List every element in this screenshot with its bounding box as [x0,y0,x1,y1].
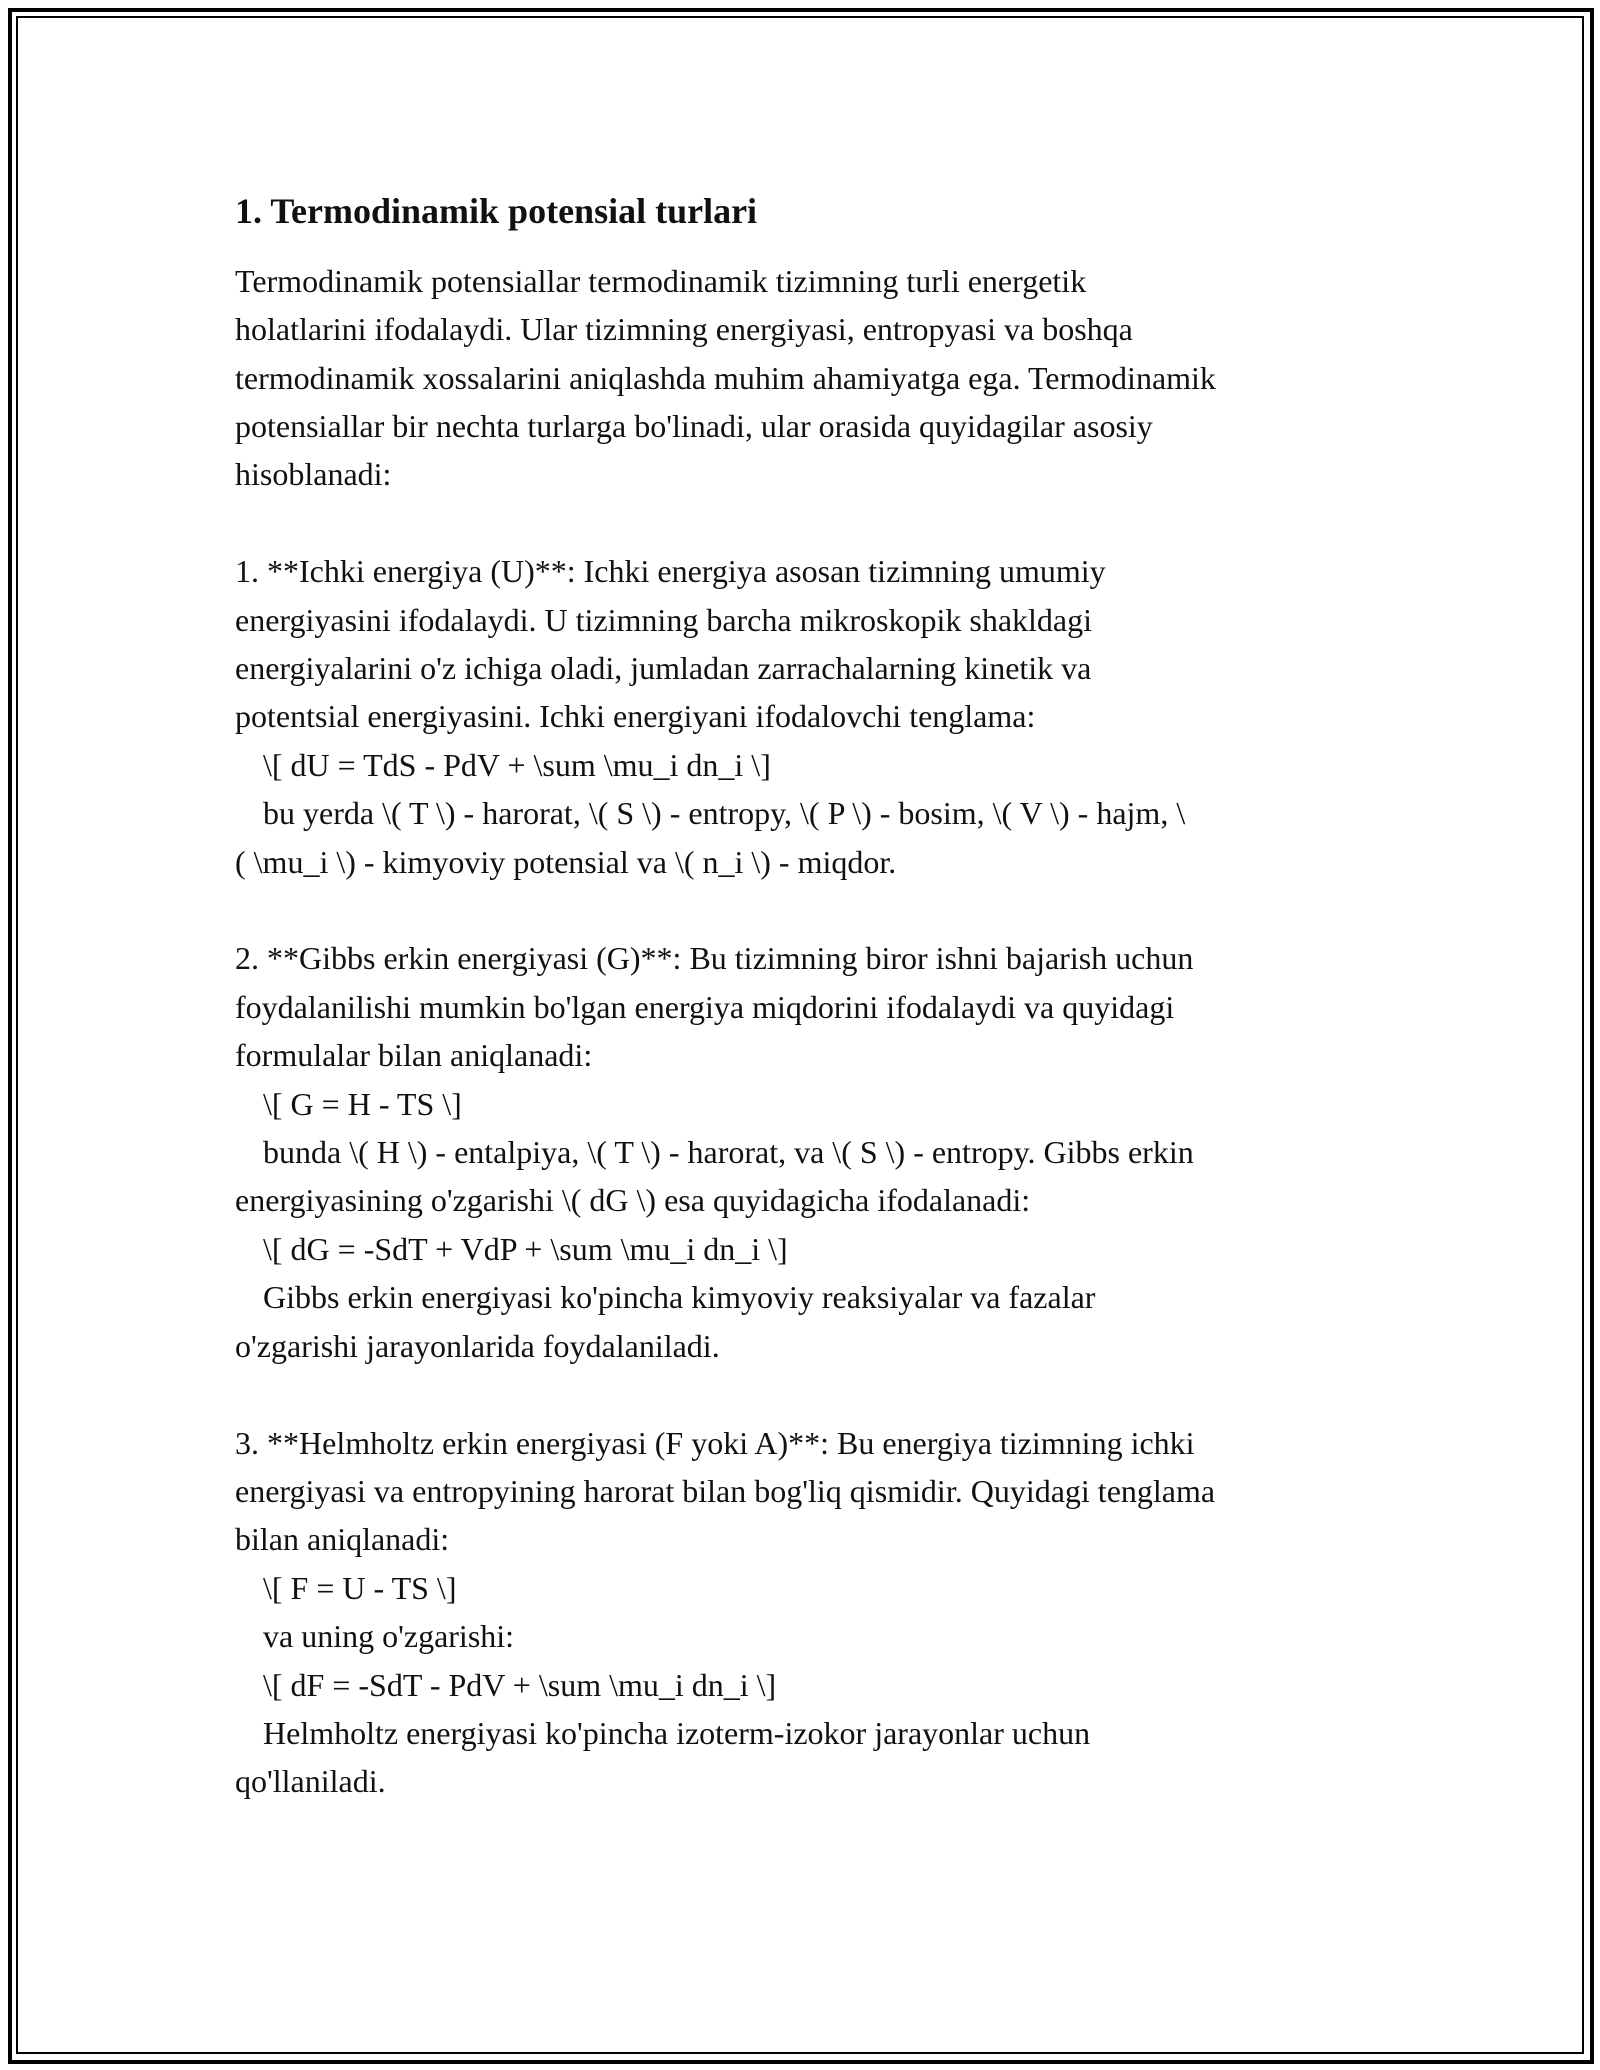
item-line: energiyalarini o'z ichiga oladi, jumladan zarrachalarning kinetik va [235,650,1092,687]
item-line: foydalanilishi mumkin bo'lgan energiya miqdorini ifodalaydi va quyidagi [235,988,1175,1025]
equation-line: \[ dF = -SdT - PdV + \sum \mu_i dn_i \] [263,1666,777,1703]
intro-line: termodinamik xossalarini aniqlashda muhim ahamiyatga ega. Termodinamik [235,359,1216,396]
paragraph-gap [235,499,1375,547]
item-line: ( \mu_i \) - kimyoviy potensial va \( n_i \) - miqdor. [235,843,897,880]
item-gibbs-energy [235,934,1375,1370]
paragraph-gap [235,1370,1375,1418]
item-line: energiyasi va entropyining harorat bilan bog'liq qismidir. Quyidagi tenglama [235,1472,1216,1509]
intro-paragraph [235,257,1375,499]
equation-line: \[ dG = -SdT + VdP + \sum \mu_i dn_i \] [263,1230,788,1267]
item-line: bu yerda \( T \) - harorat, \( S \) - entropy, \( P \) - bosim, \( V \) - hajm, \ [263,795,1186,832]
equation-line: \[ F = U - TS \] [263,1569,457,1606]
equation-line: \[ dU = TdS - PdV + \sum \mu_i dn_i \] [263,746,771,783]
item-line: bilan aniqlanadi: [235,1521,450,1558]
item-line: energiyasining o'zgarishi \( dG \) esa quyidagicha ifodalanadi: [235,1182,1031,1219]
paragraph-gap [235,886,1375,934]
item-line: energiyasini ifodalaydi. U tizimning barcha mikroskopik shakldagi [235,601,1092,638]
item-line: 2. **Gibbs erkin energiyasi (G)**: Bu tizimning biror ishni bajarish uchun [235,940,1194,977]
item-line: potentsial energiyasini. Ichki energiyani ifodalovchi tenglama: [235,698,1036,735]
equation-line: \[ G = H - TS \] [263,1085,462,1122]
item-line: bunda \( H \) - entalpiya, \( T \) - harorat, va \( S \) - entropy. Gibbs erkin [263,1134,1194,1171]
item-line: o'zgarishi jarayonlarida foydalaniladi. [235,1327,720,1364]
item-line: formulalar bilan aniqlanadi: [235,1037,593,1074]
document-body [235,188,1375,1806]
item-internal-energy [235,547,1375,886]
item-line: Gibbs erkin energiyasi ko'pincha kimyoviy reaksiyalar va fazalar [263,1279,1096,1316]
intro-line: potensiallar bir nechta turlarga bo'linadi, ular orasida quyidagilar asosiy [235,408,1153,445]
item-line: 1. **Ichki energiya (U)**: Ichki energiya asosan tizimning umumiy [235,553,1106,590]
item-line: qo'llaniladi. [235,1763,386,1800]
section-heading: 1. Termodinamik potensial turlari [235,191,758,231]
intro-line: Termodinamik potensiallar termodinamik tizimning turli energetik [235,262,1087,299]
intro-line: hisoblanadi: [235,456,392,493]
item-line: va uning o'zgarishi: [263,1618,515,1655]
item-helmholtz-energy [235,1419,1375,1806]
item-line: Helmholtz energiyasi ko'pincha izoterm-izokor jarayonlar uchun [263,1714,1091,1751]
item-line: 3. **Helmholtz erkin energiyasi (F yoki A)**: Bu energiya tizimning ichki [235,1424,1195,1461]
intro-line: holatlarini ifodalaydi. Ular tizimning energiyasi, entropyasi va boshqa [235,311,1133,348]
